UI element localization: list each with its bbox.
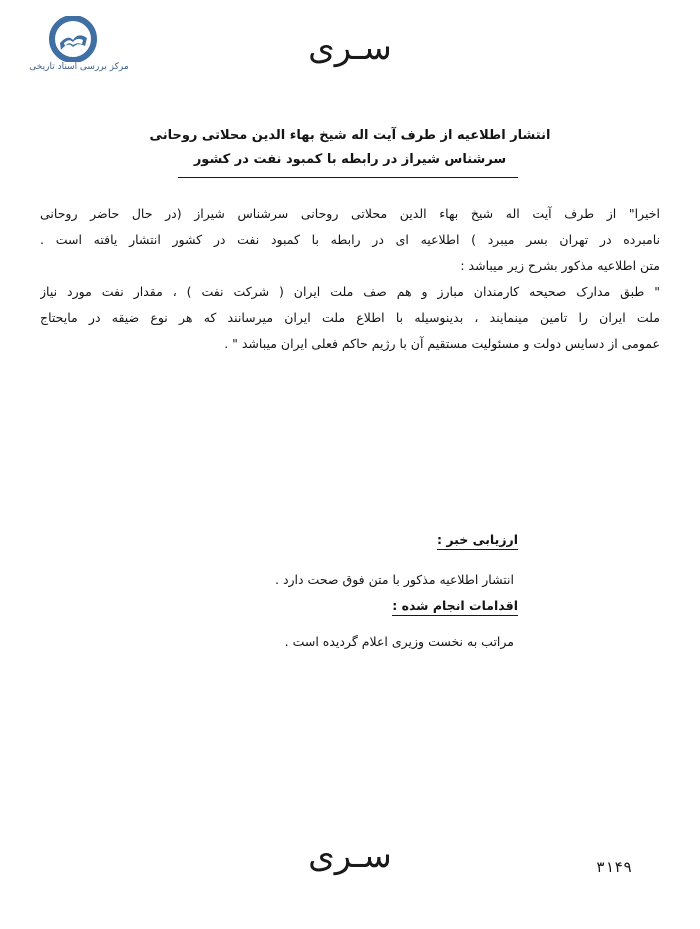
body-line: ملت ایران را تامین مینمایند ، بدینوسیله با اطلاع ملت ایران میرسانند که هر نوع ضیقه در مایحتاج [40,310,660,325]
actions-heading [392,598,518,616]
body-line: عمومی از دسایس دولت و مسئولیت مستقیم آن با رژیم حاکم فعلی ایران میباشد " . [224,336,660,351]
document-number: ۳۱۴۹ [596,858,633,876]
document-title-line-2: سرشناس شیراز در رابطه با کمبود نفت در کشور [193,152,507,167]
body-line: متن اطلاعیه مذکور بشرح زیر میباشد : [460,258,660,273]
assessment-heading [437,532,518,550]
body-line: اخیرا" از طرف آیت اله شیخ بهاء الدین محلاتی روحانی سرشناس شیراز (در حال حاضر روحانی [40,206,660,221]
body-line: " طبق مدارک صحیحه کارمندان مبارز و هم صف ملت ایران ( شرکت نفت ) ، مقدار نفت مورد نیاز [40,284,660,299]
body-line: نامبرده در تهران بسر میبرد ) اطلاعیه ای در رابطه با کمبود نفت در کشور انتشار یافته است . [40,232,660,247]
classification-bottom: سـری [308,836,392,876]
assessment-heading-text: ارزیابی خبر : [437,532,518,550]
assessment-text: انتشار اطلاعیه مذکور با متن فوق صحت دارد . [275,572,514,587]
actions-text: مراتب به نخست وزیری اعلام گردیده است . [284,634,514,649]
logo-caption: مرکز بررسی اسناد تاریخی [29,62,129,72]
document-title-line-1: انتشار اطلاعیه از طرف آیت اله شیخ بهاء الدین محلاتی روحانی [149,128,551,143]
classification-top: سـری [308,28,392,68]
actions-heading-text: اقدامات انجام شده : [392,598,518,616]
title-divider [178,177,518,178]
